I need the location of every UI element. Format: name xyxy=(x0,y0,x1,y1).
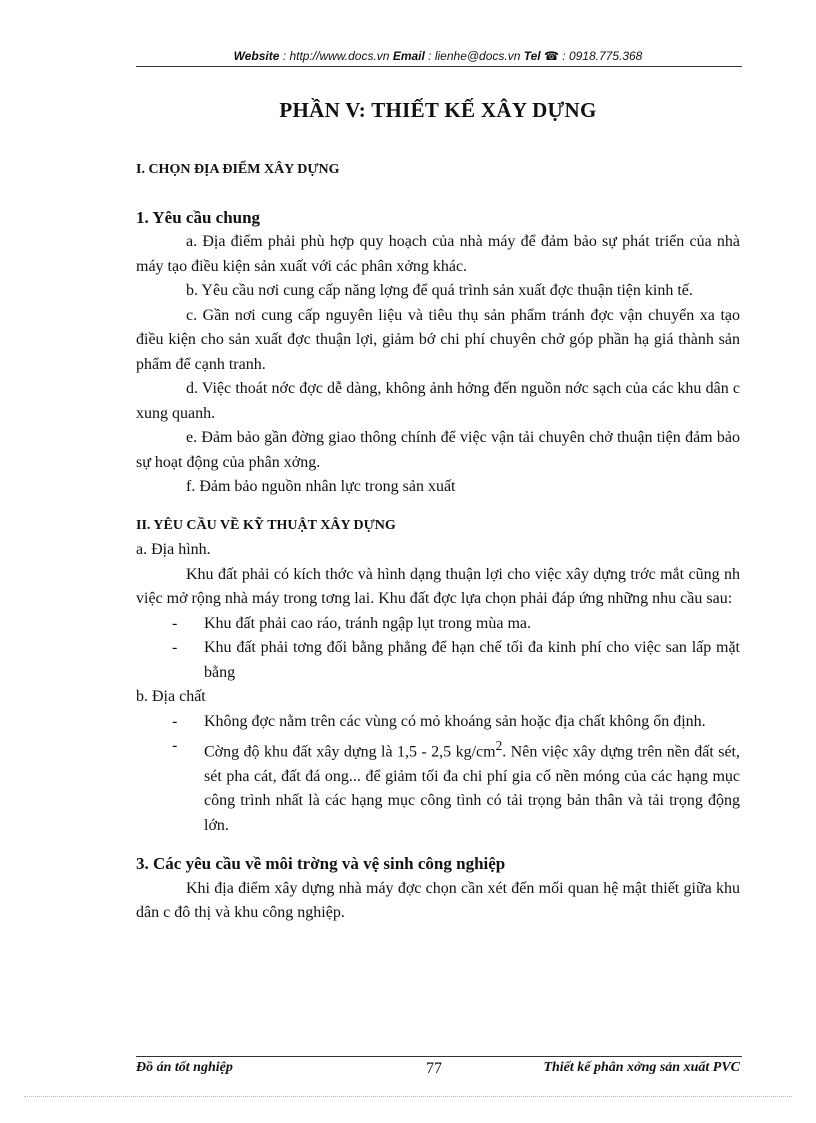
list-dash: - xyxy=(172,614,178,632)
list-item-text: Không đợc nằm trên các vùng có mỏ khoáng sản hoặc địa chất không ổn định. xyxy=(204,712,706,730)
geology-label: b. Địa chất xyxy=(136,688,206,705)
list-dash: - xyxy=(172,712,178,730)
list-item xyxy=(136,734,740,838)
paragraph-e: e. Đảm bảo gần đờng giao thông chính để việc vận tải chuyên chở thuận tiện đảm bảo sự hoạt động của phân xởng. xyxy=(136,429,740,471)
tel-label: Tel xyxy=(523,49,541,63)
strength-text-post: . Nên việc xây dựng trên nền đất sét, sét pha cát, đất đá ong... để giảm tối đa chi phí gia cố nền móng của các hạng mục công trình nhất là các hạng mục công tình có tải trọng bản thân và tải trọng động lớn. xyxy=(204,743,740,834)
paragraph-a: a. Địa điểm phải phù hợp quy hoạch của nhà máy để đảm bảo sự phát triển của nhà máy tạo điều kiện sản xuất với các phân xởng khác. xyxy=(136,233,740,275)
list-dash: - xyxy=(172,639,178,656)
terrain-label: a. Địa hình. xyxy=(136,541,211,558)
page-header xyxy=(136,49,740,63)
strength-text-pre: Cờng độ khu đất xây dựng là 1,5 - 2,5 kg/cm xyxy=(204,743,496,761)
footer-right: Thiết kế phân xởng sản xuất PVC xyxy=(543,1060,740,1075)
list-item xyxy=(136,710,740,735)
email-value: : lienhe@docs.vn xyxy=(424,49,524,63)
list-item xyxy=(136,612,740,637)
subheading-general-requirements: 1. Yêu cầu chung xyxy=(136,207,261,227)
page-number: 77 xyxy=(426,1060,442,1077)
environment-paragraph: Khi địa điểm xây dựng nhà máy đợc chọn cần xét đến mối quan hệ mật thiết giữa khu dân c đô thị và khu công nghiệp. xyxy=(136,879,740,922)
website-value: : http://www.docs.vn xyxy=(279,49,393,63)
list-item-text xyxy=(204,734,740,838)
paragraph-c: c. Gần nơi cung cấp nguyên liệu và tiêu thụ sản phẩm tránh đợc vận chuyển xa tạo điều kiện cho sản xuất đợc thuận lợi, giảm bớ chi phí chuyên chở góp phần hạ giá thành sản phẩm để cạnh tranh. xyxy=(136,306,740,373)
header-rule xyxy=(136,66,742,67)
section-heading-2: II. YÊU CẦU VỀ KỸ THUẬT XÂY DỰNG xyxy=(136,517,396,533)
paragraph-d: d. Việc thoát nớc đợc dễ dàng, không ảnh hởng đến nguồn nớc sạch của các khu dân c xung quanh. xyxy=(136,380,740,422)
page-bottom-border xyxy=(24,1096,792,1097)
page-footer xyxy=(136,1060,740,1080)
list-item-text: Khu đất phải cao ráo, tránh ngập lụt trong mùa ma. xyxy=(204,614,532,632)
website-label: Website xyxy=(233,49,280,63)
email-label: Email xyxy=(392,49,425,63)
section-heading-1: I. CHỌN ĐỊA ĐIỂM XÂY DỰNG xyxy=(136,162,340,177)
footer-rule xyxy=(136,1056,742,1057)
list-dash: - xyxy=(172,737,178,754)
paragraph-b: b. Yêu cầu nơi cung cấp năng lợng để quá trình sản xuất đợc thuận tiện kinh tế. xyxy=(186,282,693,299)
list-item-text: Khu đất phải tơng đối bằng phẳng để hạn chế tối đa kinh phí cho việc san lấp mặt bằng xyxy=(204,639,740,681)
page-title: PHẦN V: THIẾT KẾ XÂY DỰNG xyxy=(279,98,597,122)
document-body xyxy=(136,158,740,926)
tel-value: ☎ : 0918.775.368 xyxy=(540,49,643,63)
paragraph-f: f. Đảm bảo nguồn nhân lực trong sản xuất xyxy=(186,478,456,495)
subheading-environment: 3. Các yêu cầu về môi trờng và vệ sinh công nghiệp xyxy=(136,854,506,874)
footer-left: Đồ án tốt nghiệp xyxy=(136,1060,233,1075)
terrain-paragraph: Khu đất phải có kích thớc và hình dạng thuận lợi cho việc xây dựng trớc mắt cũng nh việc mở rộng nhà máy trong tơng lai. Khu đất đợc lựa chọn phải đáp ứng những nhu cầu sau: xyxy=(136,565,740,607)
superscript: 2 xyxy=(495,738,503,753)
list-item xyxy=(136,636,740,685)
